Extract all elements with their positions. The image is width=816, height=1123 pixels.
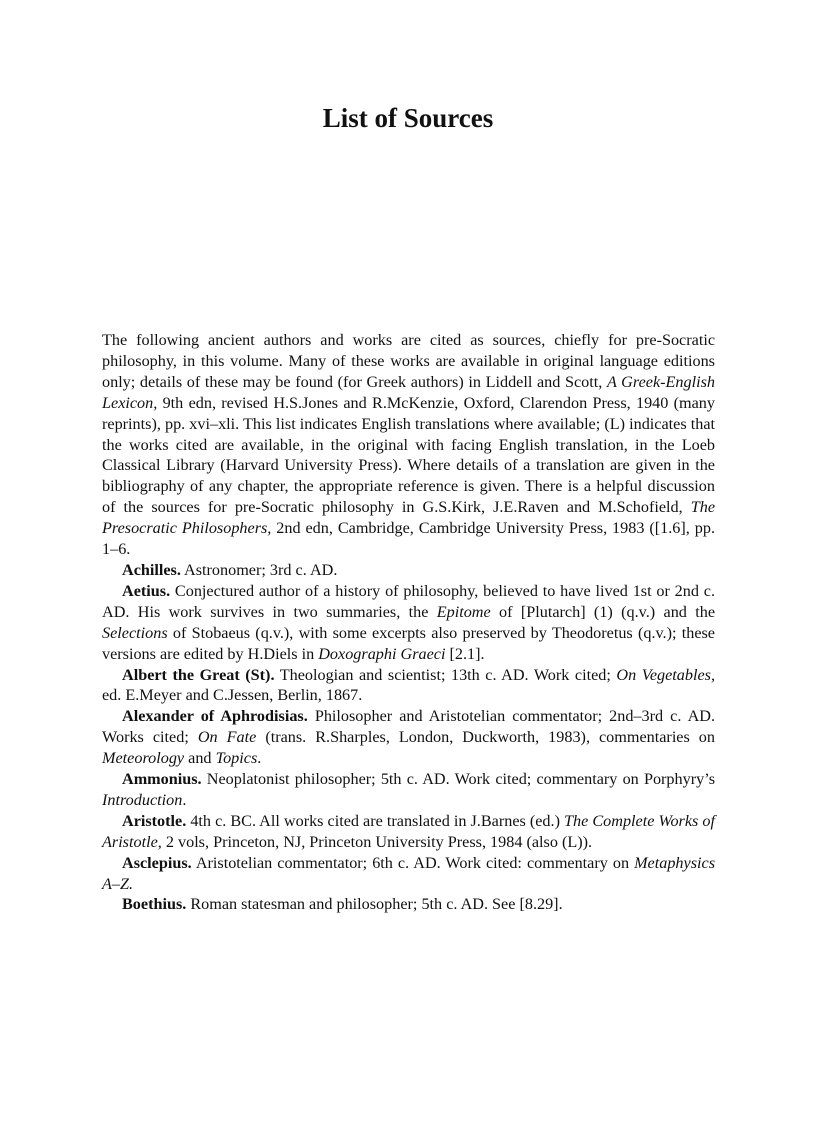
source-entry bbox=[102, 894, 715, 915]
body-text: 9th edn, revised H.S.Jones and R.McKenzie, Oxford, Clarendon Press, 1940 (many reprints), pp. xvi–xli. This list indicates English translations where available; (L) indicates that the works cited are available, in the original with facing English translation, in the Loeb Classical Library (Harvard University Press). Where details of a translation are given in the bibliography of any chapter, the appropriate reference is given. There is a helpful discussion of the sources for pre-Socratic philosophy in G.S.Kirk, J.E.Raven and M.Schofield, bbox=[102, 393, 715, 517]
italic-title-text: Meteorology bbox=[102, 749, 185, 768]
source-entry bbox=[102, 769, 715, 811]
italic-title-text: Epitome bbox=[436, 602, 491, 621]
source-author-name: Ammonius. bbox=[122, 770, 202, 789]
italic-title-text: The Presocratic Philosophers, bbox=[102, 498, 715, 538]
source-author-name: Alexander of Aphrodisias. bbox=[122, 707, 308, 726]
body-text: [2.1]. bbox=[445, 644, 485, 663]
page-title: List of Sources bbox=[322, 103, 494, 133]
italic-title-text: On Vegetables, bbox=[616, 665, 715, 684]
source-author-name: Albert the Great (St). bbox=[122, 665, 275, 684]
body-text: 2nd edn, Cambridge, Cambridge University Press, 1983 ([1.6], pp. 1–6. bbox=[102, 519, 715, 559]
italic-title-text: Doxographi Graeci bbox=[318, 644, 446, 663]
body-text: (trans. R.Sharples, London, Duckworth, 1983), commentaries on bbox=[256, 728, 715, 747]
italic-title-text: Topics bbox=[215, 749, 258, 768]
source-list bbox=[102, 560, 715, 915]
body-text: of [Plutarch] (1) (q.v.) and the bbox=[490, 602, 716, 621]
body-text: Neoplatonist philosopher; 5th c. AD. Work cited; commentary on Porphyry’s bbox=[201, 770, 715, 789]
italic-title-text: A Greek-English Lexicon, bbox=[102, 372, 715, 412]
source-entry bbox=[102, 811, 715, 853]
italic-title-text: Introduction bbox=[102, 790, 183, 809]
body-text: Conjectured author of a history of philosophy, believed to have lived 1st or 2nd c. AD. His work survives in two summaries, the bbox=[102, 581, 715, 621]
intro-paragraph bbox=[102, 330, 715, 560]
body-text: . bbox=[257, 749, 262, 768]
body-text: Roman statesman and philosopher; 5th c. AD. See [8.29]. bbox=[186, 895, 563, 914]
body-text: Aristotelian commentator; 6th c. AD. Work cited: commentary on bbox=[191, 853, 635, 872]
body-text: . bbox=[182, 790, 187, 809]
source-author-name: Boethius. bbox=[122, 895, 187, 914]
body-text: 2 vols, Princeton, NJ, Princeton University Press, 1984 (also (L)). bbox=[161, 832, 593, 851]
italic-title-text: Metaphysics A–Z. bbox=[102, 853, 715, 893]
body-text: Astronomer; 3rd c. AD. bbox=[180, 560, 338, 579]
body-text: of Stobaeus (q.v.), with some excerpts also preserved by Theodoretus (q.v.); these versions are edited by H.Diels in bbox=[102, 623, 715, 663]
body-text: Theologian and scientist; 13th c. AD. Work cited; bbox=[274, 665, 617, 684]
italic-title-text: Selections bbox=[102, 623, 168, 642]
body-text: 4th c. BC. All works cited are translated in J.Barnes (ed.) bbox=[186, 811, 565, 830]
body-text: Philosopher and Aristotelian commentator; 2nd–3rd c. AD. Works cited; bbox=[102, 707, 715, 747]
italic-title-text: On Fate bbox=[197, 728, 257, 747]
body-text: and bbox=[184, 749, 216, 768]
source-author-name: Aristotle. bbox=[122, 811, 187, 830]
italic-title-text: The Complete Works of Aristotle, bbox=[102, 811, 715, 851]
source-entry bbox=[102, 706, 715, 769]
body-text: ed. E.Meyer and C.Jessen, Berlin, 1867. bbox=[102, 686, 363, 705]
source-author-name: Asclepius. bbox=[122, 853, 192, 872]
source-entry bbox=[102, 581, 715, 665]
body-text: The following ancient authors and works are cited as sources, chiefly for pre-Socratic philosophy, in this volume. Many of these works are available in original language editions only; details of these may be found (for Greek authors) in Liddell and Scott, bbox=[102, 331, 715, 391]
source-entry bbox=[102, 853, 715, 895]
source-author-name: Aetius. bbox=[122, 581, 171, 600]
source-entry bbox=[102, 665, 715, 707]
document-body bbox=[102, 330, 715, 915]
source-author-name: Achilles. bbox=[122, 560, 181, 579]
source-entry bbox=[102, 560, 715, 581]
